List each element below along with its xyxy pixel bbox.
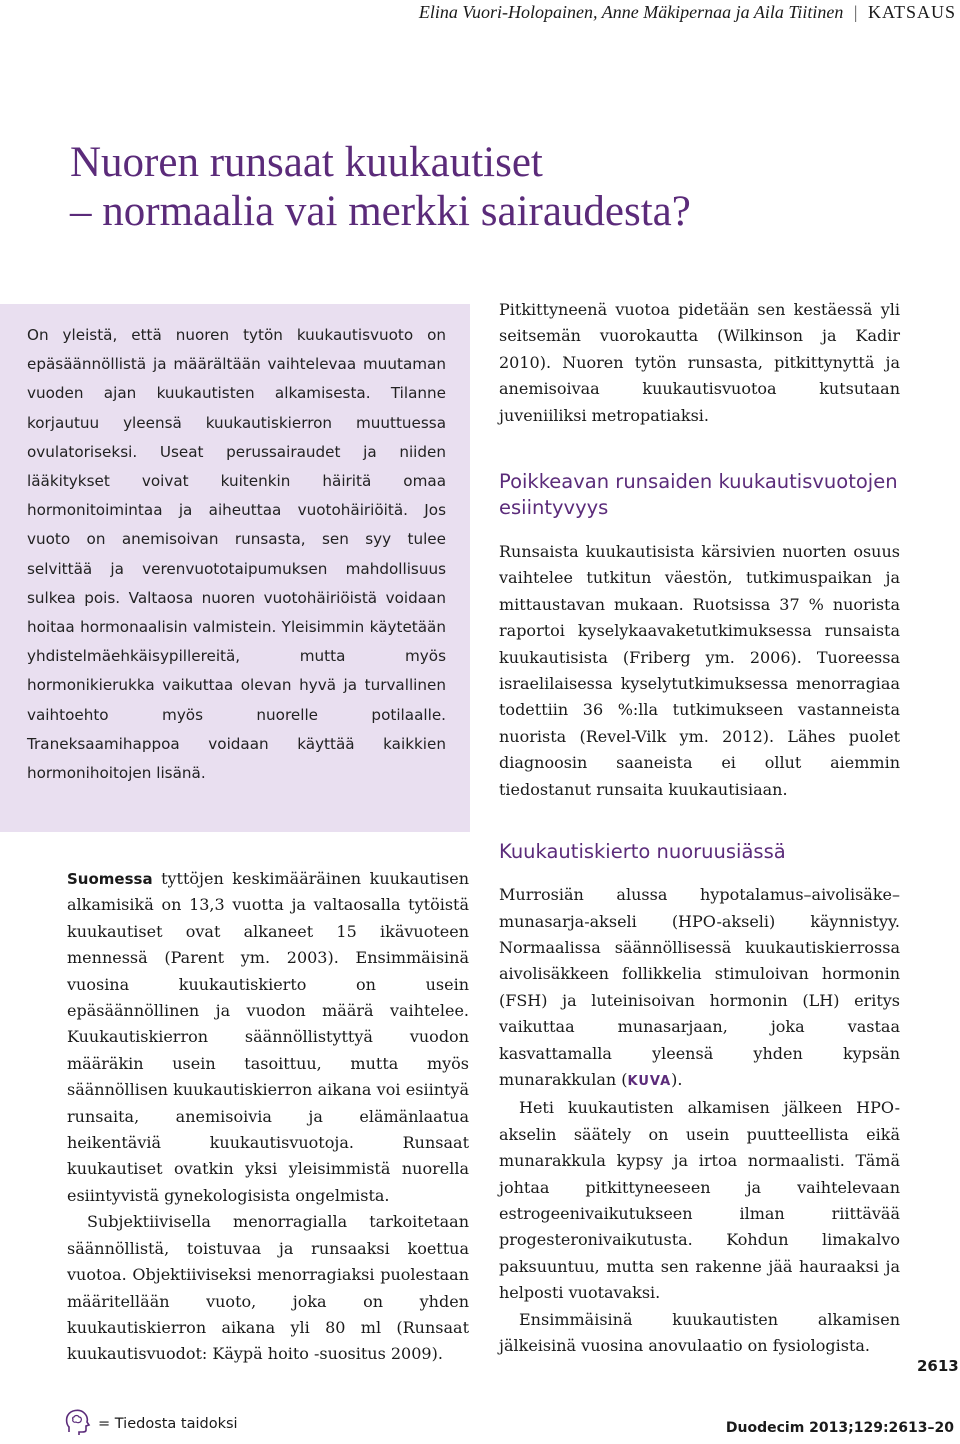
article-title-line1: Nuoren runsaat kuukautiset (70, 139, 543, 186)
prevalence-paragraph: Runsaista kuukautisista kärsivien nuorten osuus vaihtelee tutkitun väestön, tutkimuspaikan ja mittaustavan mukaan. Ruotsissa 37 % nuorista raportoi kyselykaavaketutkimuksessa runsaista kuukautisista (Friberg ym. 2006). Tuoreessa israelilaisessa kyselytutkimuksessa menorragiaa todettiin 36 %:lla tutkimukseen vastanneista nuorista (Revel-Vilk ym. 2012). Lähes puolet diagnoosin saaneista ei ollut aiemmin tiedostanut runsaita kuukautisiaan. (499, 542, 900, 799)
abstract-text: On yleistä, että nuoren tytön kuukautisvuoto on epäsäännöllistä ja määrältään vaihtelevaa muutaman vuoden ajan kuukautisten alkamisesta. Tilanne korjautuu yleensä kuukautiskierron muuttuessa ovulatoriseksi. Useat perussairaudet ja niiden lääkitykset voivat kuitenkin häiritä omaa hormonitoimintaa ja aiheuttaa vuotohäiriöitä. Jos vuoto on anemisoivan runsasta, sen syy tulee selvittää ja verenvuototaipumuksen mahdollisuus sulkea pois. Valtaosa nuoren vuotohäiriöistä voidaan hoitaa hormonaalisin valmistein. Yleisimmin käytetään yhdistelmäehkäisypillereitä, mutta myös hormonikierukka vaikuttaa olevan hyvä ja turvallinen vaihtoehto myös nuorelle potilaalle. Traneksaamihappoa voidaan käyttää kaikkien hormonihoitojen lisänä. (27, 326, 446, 783)
prolonged-bleeding-paragraph: Pitkittyneenä vuotoa pidetään sen kestäessä yli seitsemän vuorokautta (Wilkinson ja Kadir 2010). Nuoren tytön runsasta, pitkittynyttä ja anemisoivaa kuukautisvuotoa kutsutaan juveniiliksi metropatiaksi. (499, 300, 900, 425)
right-column (499, 297, 900, 1359)
running-head (419, 2, 956, 23)
footer (0, 1396, 960, 1444)
running-head-separator: | (853, 2, 858, 22)
intro-paragraph (67, 866, 469, 1209)
running-head-section: KATSAUS (867, 2, 956, 22)
footer-legend: = Tiedosta taidoksi (98, 1416, 238, 1432)
footer-citation: Duodecim 2013;129:2613–20 (725, 1420, 954, 1436)
article-title (70, 138, 830, 236)
lead-word: Suomessa (67, 870, 153, 888)
page-number: 2613 (917, 1357, 959, 1375)
head-thought-icon (65, 1408, 91, 1436)
abstract-box (0, 304, 470, 832)
menorrhagia-paragraph: Subjektiivisella menorragialla tarkoitetaan säännöllistä, toistuvaa ja runsaaksi koettua vuotoa. Objektiiviseksi menorragiaksi puolestaan määritellään vuoto, joka on yhden kuukautiskierron aikana yli 80 ml (Runsaat kuukautisvuodot: Käypä hoito -suositus 2009). (67, 1212, 469, 1364)
hpo-paragraph: Heti kuukautisten alkamisen jälkeen HPO-akselin säätely on usein puutteellista eikä munarakkula kypsy ja irtoa normaalisti. Tämä johtaa pitkittyneeseen ja vaihtelevaan estrogeenivaikutukseen ilman riittävää progesteronivaikutusta. Kohdun limakalvo paksuuntuu, mutta sen rakenne jää hauraaksi ja helposti vuotavaksi. (499, 1098, 900, 1303)
cycle-paragraph-end: ). (671, 1069, 683, 1089)
figure-reference-link[interactable]: KUVA (627, 1073, 672, 1089)
intro-paragraph-text: tyttöjen keskimääräinen kuukautisen alkamisikä on 13,3 vuotta ja valtaosalla tytöistä kuukautiset ovat alkaneet 15 ikävuoteen mennessä (Parent ym. 2003). Ensimmäisinä vuosina kuukautiskierto on usein epäsäännöllinen ja vuodon määrä vaihtelee. Kuukautiskierron säännöllistyttyä vuodon määräkin usein tasoittuu, mutta myös säännöllisen kuukautiskierron aikana voi esiintyä runsaita, anemisoivia ja elämänlaatua heikentäviä kuukautisvuotoja. Runsaat kuukautiset ovatkin yksi yleisimmistä nuorella esiintyvistä gynekologisista ongelmista. (67, 869, 469, 1205)
running-head-authors: Elina Vuori-Holopainen, Anne Mäkipernaa ja Aila Tiitinen (418, 2, 844, 22)
left-column (67, 866, 469, 1368)
cycle-paragraph (499, 882, 900, 1095)
section-heading-cycle: Kuukautiskierto nuoruusiässä (499, 840, 786, 864)
cycle-paragraph-text: Murrosiän alussa hypotalamus–aivolisäke–munasarja-akseli (HPO-akseli) käynnistyy. Normaalissa säännöllisessä kuukautiskierrossa aivolisäkkeen follikkelia stimuloivan hormonin (FSH) ja luteinisoivan hormonin (LH) eritys vaikuttaa munasarjaan, joka vastaa kasvattamalla yleensä yhden kypsän munarakkulan ( (499, 885, 900, 1089)
anovulation-paragraph: Ensimmäisinä kuukautisten alkamisen jälkeisinä vuosina anovulaatio on fysiologista. (499, 1309, 900, 1355)
article-title-line2: – normaalia vai merkki sairaudesta? (70, 188, 691, 235)
section-heading-prevalence: Poikkeavan runsaiden kuukautisvuotojen esiintyvyys (499, 470, 898, 520)
